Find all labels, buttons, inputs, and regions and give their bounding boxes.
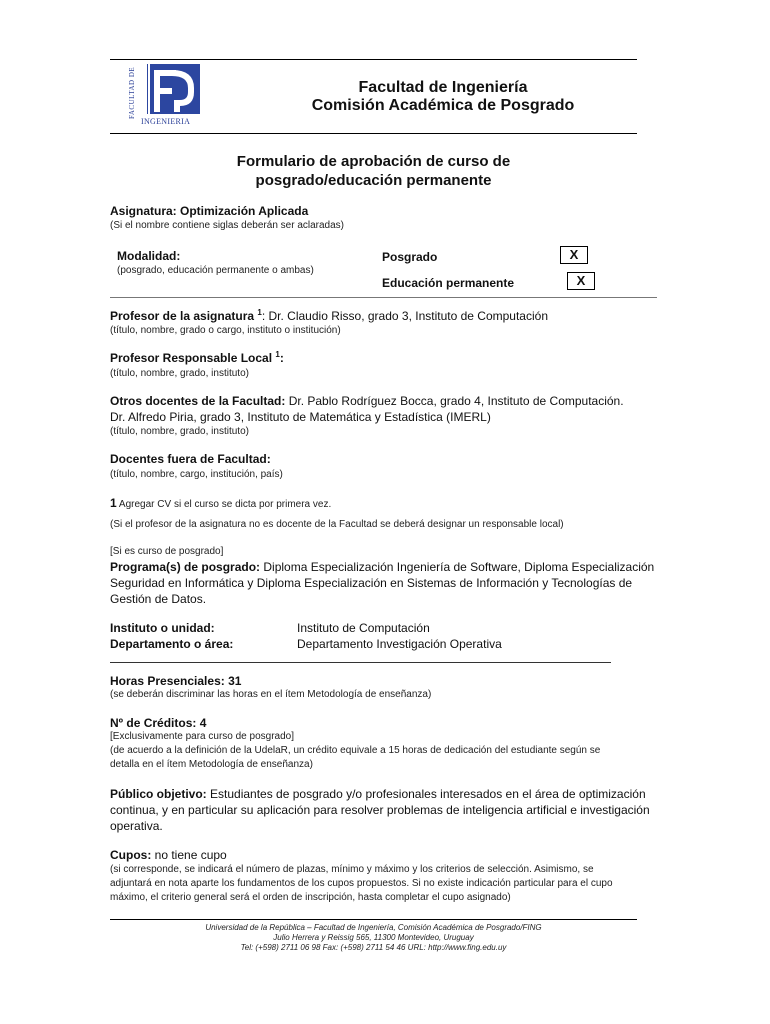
otros-label: Otros docentes de la Facultad: — [110, 394, 286, 408]
departamento-label: Departamento o área: — [110, 637, 234, 651]
fuera-label: Docentes fuera de Facultad: — [110, 452, 271, 466]
fuera-note: (título, nombre, cargo, institución, país) — [110, 469, 283, 480]
publico-label: Público objetivo: — [110, 787, 207, 801]
programas-label: Programa(s) de posgrado: — [110, 560, 261, 574]
otros-value1: Dr. Pablo Rodríguez Bocca, grado 4, Instituto de Computación. — [285, 394, 624, 408]
form-title-line2: posgrado/educación permanente — [255, 172, 492, 189]
creditos-note1: [Exclusivamente para curso de posgrado] — [110, 731, 294, 742]
footnote-text1: Agregar CV si el curso se dicta por primera vez. — [116, 499, 332, 510]
profesor-line — [110, 308, 548, 323]
profesor-label: Profesor de la asignatura — [110, 309, 258, 323]
educacion-checkbox[interactable]: X — [567, 272, 595, 290]
instituto-value: Instituto de Computación — [297, 621, 430, 635]
posgrado-checkbox[interactable]: X — [560, 246, 588, 264]
footnote-text2: (Si el profesor de la asignatura no es docente de la Facultad se deberá designar un responsable local) — [110, 519, 564, 530]
otros-note: (título, nombre, grado, instituto) — [110, 426, 249, 437]
profesor-value: : Dr. Claudio Risso, grado 3, Instituto de Computación — [261, 309, 548, 323]
responsable-label: Profesor Responsable Local — [110, 351, 276, 365]
asignatura-label: Asignatura: Optimización Aplicada — [110, 204, 309, 218]
cupos-value: no tiene cupo — [151, 848, 227, 862]
cupos-line — [110, 848, 227, 862]
creditos-note3: detalla en el ítem Metodología de enseñanza) — [110, 759, 313, 770]
footer-line3: Tel: (+598) 2711 06 98 Fax: (+598) 2711 54 46 URL: http://www.fing.edu.uy — [240, 943, 507, 952]
instituto-label: Instituto o unidad: — [110, 621, 215, 635]
programas-value3: Gestión de Datos. — [110, 592, 207, 606]
publico-line1 — [110, 787, 646, 801]
cupos-note2: adjuntará en nota aparte los fundamentos de los cupos propuestos. Si no existe indicación particular para el cupo — [110, 878, 613, 889]
header-bottom-rule — [110, 133, 637, 134]
commission-title: Comisión Académica de Posgrado — [311, 97, 575, 114]
otros-value2: Dr. Alfredo Piria, grado 3, Instituto de Matemática y Estadística (IMERL) — [110, 410, 491, 424]
profesor-sup: 1 — [257, 308, 262, 317]
educacion-label: Educación permanente — [382, 276, 515, 290]
cupos-note1: (si corresponde, se indicará el número de plazas, mínimo y máximo y los criterios de selección. Asimismo, se — [110, 864, 594, 875]
cupos-note3: máximo, el criterio general será el orden de inscripción, hasta completar el cupo asignado) — [110, 892, 511, 903]
footnote-line1 — [110, 494, 331, 512]
modalidad-note: (posgrado, educación permanente o ambas) — [117, 265, 314, 276]
creditos-label: Nº de Créditos: 4 — [110, 716, 207, 730]
responsable-line — [110, 350, 284, 365]
posgrado-label: Posgrado — [382, 250, 438, 264]
footer-rule — [110, 919, 637, 920]
departamento-value: Departamento Investigación Operativa — [297, 637, 502, 651]
footer-line1: Universidad de la República – Facultad de Ingeniería, Comisión Académica de Posgrado/FING — [205, 923, 542, 932]
horas-note: (se deberán discriminar las horas en el ítem Metodología de enseñanza) — [110, 689, 432, 700]
logo-bottom-text: INGENIERIA — [141, 117, 191, 126]
asignatura-note: (Si el nombre contiene siglas deberán ser aclaradas) — [110, 220, 345, 231]
publico-value2: continua, y en particular su aplicación para resolver problemas de inteligencia artificial e investigación — [110, 803, 650, 817]
faculty-title: Facultad de Ingeniería — [358, 79, 528, 96]
footer-line2: Julio Herrera y Reissig 565, 11300 Montevideo, Uruguay — [273, 933, 474, 942]
programas-value1: Diploma Especialización Ingeniería de Software, Diploma Especialización — [260, 560, 655, 574]
header-top-rule — [110, 59, 637, 60]
profesor-note: (título, nombre, grado o cargo, instituto o institución) — [110, 325, 341, 336]
publico-value3: operativa. — [110, 819, 163, 833]
form-title-line1: Formulario de aprobación de curso de — [236, 153, 511, 170]
programas-line1 — [110, 560, 654, 574]
otros-line1 — [110, 394, 624, 408]
responsable-note: (título, nombre, grado, instituto) — [110, 368, 249, 379]
creditos-note2: (de acuerdo a la definición de la UdelaR, un crédito equivale a 15 horas de dedicación del estudiante según se — [110, 745, 601, 756]
responsable-colon: : — [279, 351, 284, 365]
publico-value1: Estudiantes de posgrado y/o profesionales interesados en el área de optimización — [206, 787, 646, 801]
footnote-num: 1 — [110, 496, 117, 510]
section-rule — [110, 662, 611, 663]
programas-value2: Seguridad en Informática y Diploma Especialización en Sistemas de Información y Tecnologías de — [110, 576, 633, 590]
programas-pre: [Si es curso de posgrado] — [110, 546, 224, 557]
modalidad-label: Modalidad: — [117, 249, 181, 263]
modalidad-rule — [110, 297, 657, 298]
logo-side-text: FACULTAD DE — [128, 66, 136, 120]
cupos-label: Cupos: — [110, 848, 152, 862]
horas-label: Horas Presenciales: 31 — [110, 674, 242, 688]
responsable-sup: 1 — [275, 350, 280, 359]
